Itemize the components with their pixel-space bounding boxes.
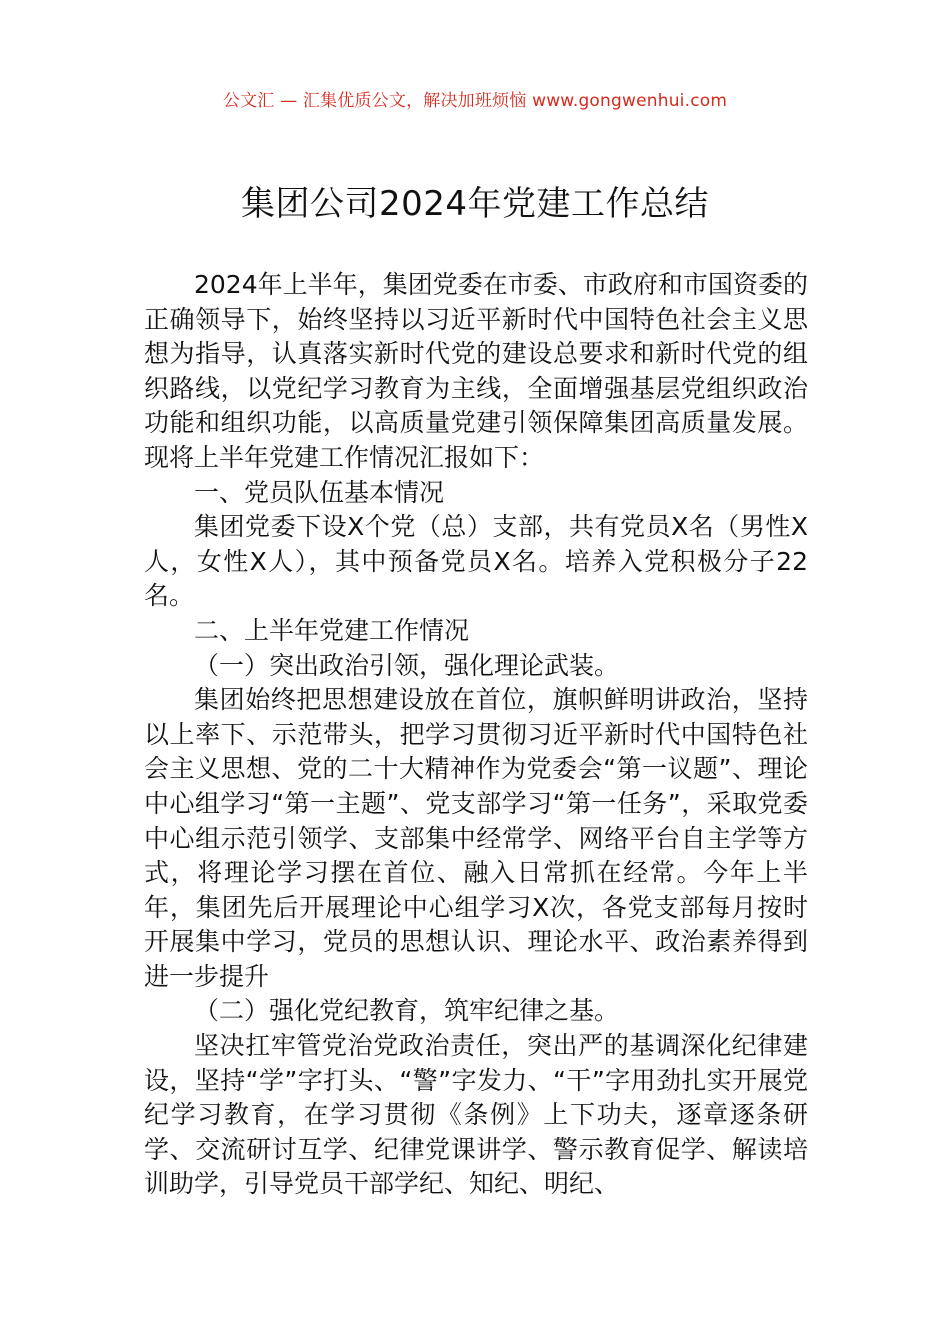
subsection-heading-1: （一）突出政治引领，强化理论武装。 — [194, 650, 620, 680]
document-body — [144, 268, 808, 1202]
section-heading-1: 一、党员队伍基本情况 — [194, 477, 445, 507]
subsection-1-paragraph: 集团始终把思想建设放在首位，旗帜鲜明讲政治，坚持以上率下、示范带头，把学习贯彻习近平新时代中国特色社会主义思想、党的二十大精神作为党委会“第一议题”、理论中心组学习“第一主题”、党支部学习“第一任务”，采取党委中心组示范引领学、支部集中经常学、网络平台自主学等方式，将理论学习摆在首位、融入日常抓在经常。今年上半年，集团先后开展理论中心组学习X次，各党支部每月按时开展集中学习，党员的思想认识、理论水平、政治素养得到进一步提升 — [144, 685, 808, 991]
header-watermark-link[interactable]: 公文汇 — 汇集优质公文，解决加班烦恼 www.gongwenhui.com — [222, 91, 728, 111]
intro-paragraph: 2024年上半年，集团党委在市委、市政府和市国资委的正确领导下，始终坚持以习近平新时代中国特色社会主义思想为指导，认真落实新时代党的建设总要求和新时代党的组织路线，以党纪学习教育为主线，全面增强基层党组织政治功能和组织功能，以高质量党建引领保障集团高质量发展。现将上半年党建工作情况汇报如下： — [144, 270, 808, 472]
section-1-paragraph: 集团党委下设X个党（总）支部，共有党员X名（男性X人，女性X人），其中预备党员X名。培养入党积极分子22名。 — [144, 512, 808, 611]
subsection-heading-2: （二）强化党纪教育，筑牢纪律之基。 — [194, 996, 620, 1026]
document-title: 集团公司2024年党建工作总结 — [240, 184, 710, 224]
section-heading-2: 二、上半年党建工作情况 — [194, 615, 470, 645]
subsection-2-paragraph: 坚决扛牢管党治党政治责任，突出严的基调深化纪律建设，坚持“学”字打头、“警”字发力、“干”字用劲扎实开展党纪学习教育，在学习贯彻《条例》上下功夫，逐章逐条研学、交流研讨互学、纪律党课讲学、警示教育促学、解读培训助学，引导党员干部学纪、知纪、明纪、 — [144, 1031, 808, 1199]
